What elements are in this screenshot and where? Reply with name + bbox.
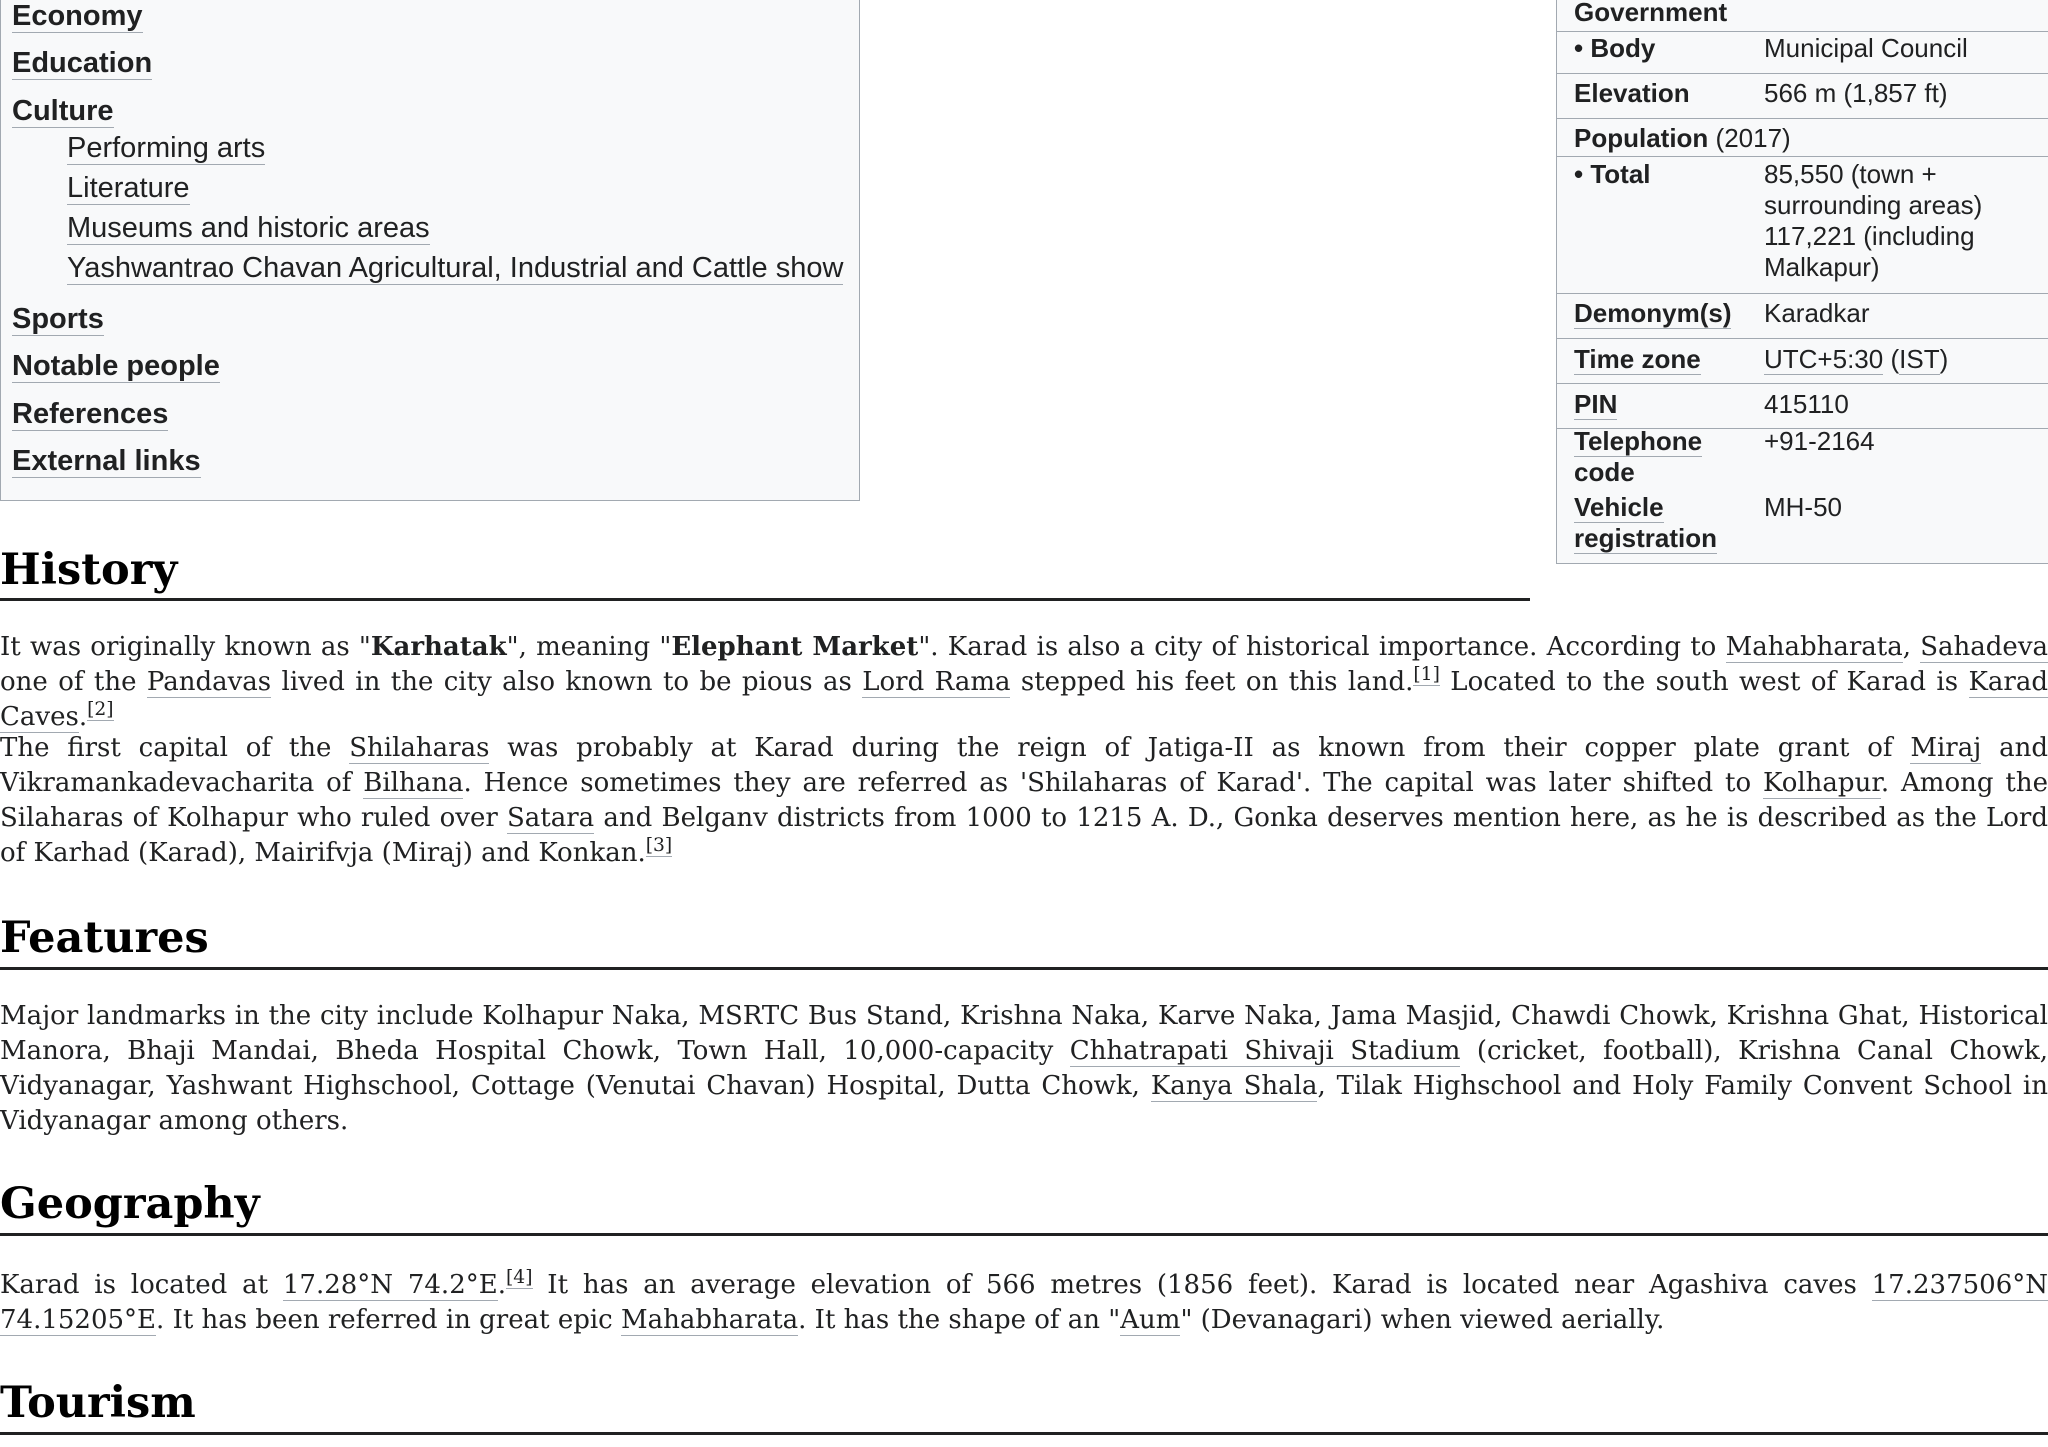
demonym-value: Karadkar: [1764, 298, 1870, 328]
link-bilhana[interactable]: Bilhana: [363, 768, 464, 798]
infobox-divider: [1557, 118, 2048, 119]
infobox-divider: [1557, 156, 2048, 157]
link-mahabharata-2[interactable]: Mahabharata: [621, 1305, 799, 1335]
link-kolhapur[interactable]: Kolhapur: [1762, 768, 1881, 798]
ref-3[interactable]: [3]: [645, 835, 673, 857]
toc-item-sports[interactable]: Sports: [12, 303, 104, 335]
link-karad-caves[interactable]: Karad Caves: [0, 667, 2048, 732]
body-value: Municipal Council: [1764, 33, 1968, 63]
toc-item-museums[interactable]: Museums and historic areas: [67, 212, 430, 244]
body-label: • Body: [1574, 33, 1656, 63]
features-paragraph: Major landmarks in the city include Kolhapur Naka, MSRTC Bus Stand, Krishna Naka, Karve Naka, Jama Masjid, Chawdi Chowk, Krishna Ghat, Historical Manora, Bhaji Mandai, Bheda Hospital Chowk, Town Hall, 10,000-capacity Chhatrapati Shivaji Stadium (cricket, football), Krishna Canal Chowk, Vidyanagar, Yashwant Highschool, Cottage (Venutai Chavan) Hospital, Dutta Chowk, Kanya Shala, Tilak Highschool and Holy Family Convent School in Vidyanagar among others.: [0, 1001, 2048, 1136]
total-value-line: 85,550 (town +: [1764, 159, 1937, 189]
toc-item-notable-people[interactable]: Notable people: [12, 350, 220, 382]
heading-rule: [0, 1432, 2048, 1435]
total-value-line: Malkapur): [1764, 252, 1880, 282]
pin-label[interactable]: PIN: [1574, 389, 1618, 419]
link-satara[interactable]: Satara: [506, 803, 595, 833]
link-lord-rama[interactable]: Lord Rama: [862, 667, 1011, 697]
heading-rule: [0, 1233, 2048, 1236]
telephone-value: +91-2164: [1764, 426, 1875, 456]
timezone-label[interactable]: Time zone: [1574, 344, 1701, 374]
timezone-ist-link[interactable]: IST: [1899, 344, 1940, 374]
toc-item-culture[interactable]: Culture: [12, 95, 114, 127]
elevation-label: Elevation: [1574, 78, 1690, 108]
toc-item-economy[interactable]: Economy: [12, 0, 143, 32]
total-value-line: 117,221 (including: [1764, 221, 1975, 251]
telephone-label[interactable]: Telephone: [1574, 426, 1703, 456]
heading-tourism: Tourism: [0, 1378, 196, 1428]
demonym-label[interactable]: Demonym(s): [1574, 298, 1732, 328]
bold-elephant-market: Elephant Market: [671, 632, 919, 662]
vehicle-label-line2[interactable]: registration: [1574, 523, 1718, 553]
ref-2[interactable]: [2]: [87, 699, 114, 721]
link-miraj[interactable]: Miraj: [1910, 733, 1982, 763]
vehicle-label[interactable]: Vehicle: [1574, 492, 1664, 522]
link-pandavas[interactable]: Pandavas: [146, 667, 272, 697]
infobox-divider: [1557, 338, 2048, 339]
history-paragraph-2: The first capital of the Shilaharas was probably at Karad during the reign of Jatiga-II as known from their copper plate grant of Miraj and Vikramankadevacharita of Bilhana. Hence sometimes they are referred as 'Shilaharas of Karad'. The capital was later shifted to Kolhapur. Among the Silaharas of Kolhapur who ruled over Satara and Belganv districts from 1000 to 1215 A. D., Gonka deserves mention here, as he is described as the Lord of Karhad (Karad), Mairifvja (Miraj) and Konkan.[3]: [0, 733, 2048, 868]
timezone-utc-link[interactable]: UTC+5:30: [1764, 344, 1884, 374]
ref-1[interactable]: [1]: [1413, 664, 1440, 686]
population-year: (2017): [1708, 123, 1791, 153]
ref-4[interactable]: [4]: [506, 1267, 533, 1289]
table-of-contents: [0, 0, 860, 501]
infobox-divider: [1557, 383, 2048, 384]
heading-features: Features: [0, 913, 209, 963]
heading-rule: [0, 598, 1530, 601]
bold-karhatak: Karhatak: [370, 632, 507, 662]
link-shivaji-stadium[interactable]: Chhatrapati Shivaji Stadium: [1069, 1036, 1461, 1066]
vehicle-value: MH-50: [1764, 492, 1843, 522]
heading-history: History: [0, 545, 178, 595]
total-value-line: surrounding areas): [1764, 190, 1983, 220]
telephone-label-line2: code: [1574, 457, 1635, 487]
heading-rule: [0, 967, 2048, 970]
toc-item-performing-arts[interactable]: Performing arts: [67, 132, 266, 164]
link-sahadeva[interactable]: Sahadeva: [1920, 632, 2048, 662]
link-coordinates-agashiva[interactable]: 17.237506°N 74.15205°E: [0, 1270, 2048, 1335]
toc-item-external-links[interactable]: External links: [12, 445, 201, 477]
infobox-divider: [1557, 73, 2048, 74]
link-aum[interactable]: Aum: [1120, 1305, 1181, 1335]
toc-item-literature[interactable]: Literature: [67, 172, 190, 204]
toc-item-cattle-show[interactable]: Yashwantrao Chavan Agricultural, Industrial and Cattle show: [67, 252, 844, 284]
toc-item-references[interactable]: References: [12, 398, 169, 430]
infobox-divider: [1557, 31, 2048, 32]
heading-geography: Geography: [0, 1179, 260, 1229]
infobox-divider: [1557, 293, 2048, 294]
elevation-value: 566 m (1,857 ft): [1764, 78, 1948, 108]
pin-value: 415110: [1764, 389, 1849, 419]
link-kanya-shala[interactable]: Kanya Shala: [1150, 1071, 1318, 1101]
link-shilaharas[interactable]: Shilaharas: [349, 733, 490, 763]
timezone-value: UTC+5:30 (IST): [1764, 344, 1949, 374]
total-label: • Total: [1574, 159, 1651, 189]
government-header: Government: [1574, 0, 1728, 27]
toc-item-education[interactable]: Education: [12, 47, 153, 79]
infobox: [1556, 0, 2048, 564]
link-mahabharata[interactable]: Mahabharata: [1725, 632, 1903, 662]
link-coordinates-karad[interactable]: 17.28°N 74.2°E: [282, 1270, 498, 1300]
population-label: Population (2017): [1574, 123, 1791, 153]
history-paragraph-1: It was originally known as "Karhatak", meaning "Elephant Market". Karad is also a city of historical importance. According to Mahabharata, Sahadeva one of the Pandavas lived in the city also known to be pious as Lord Rama stepped his feet on this land.[1] Located to the south west of Karad is Karad Caves.[2]: [0, 632, 2048, 732]
geography-paragraph: Karad is located at 17.28°N 74.2°E.[4] It has an average elevation of 566 metres (1856 feet). Karad is located near Agashiva caves 17.237506°N 74.15205°E. It has been referred in great epic Mahabharata. It has the shape of an "Aum" (Devanagari) when viewed aerially.: [0, 1267, 2048, 1335]
